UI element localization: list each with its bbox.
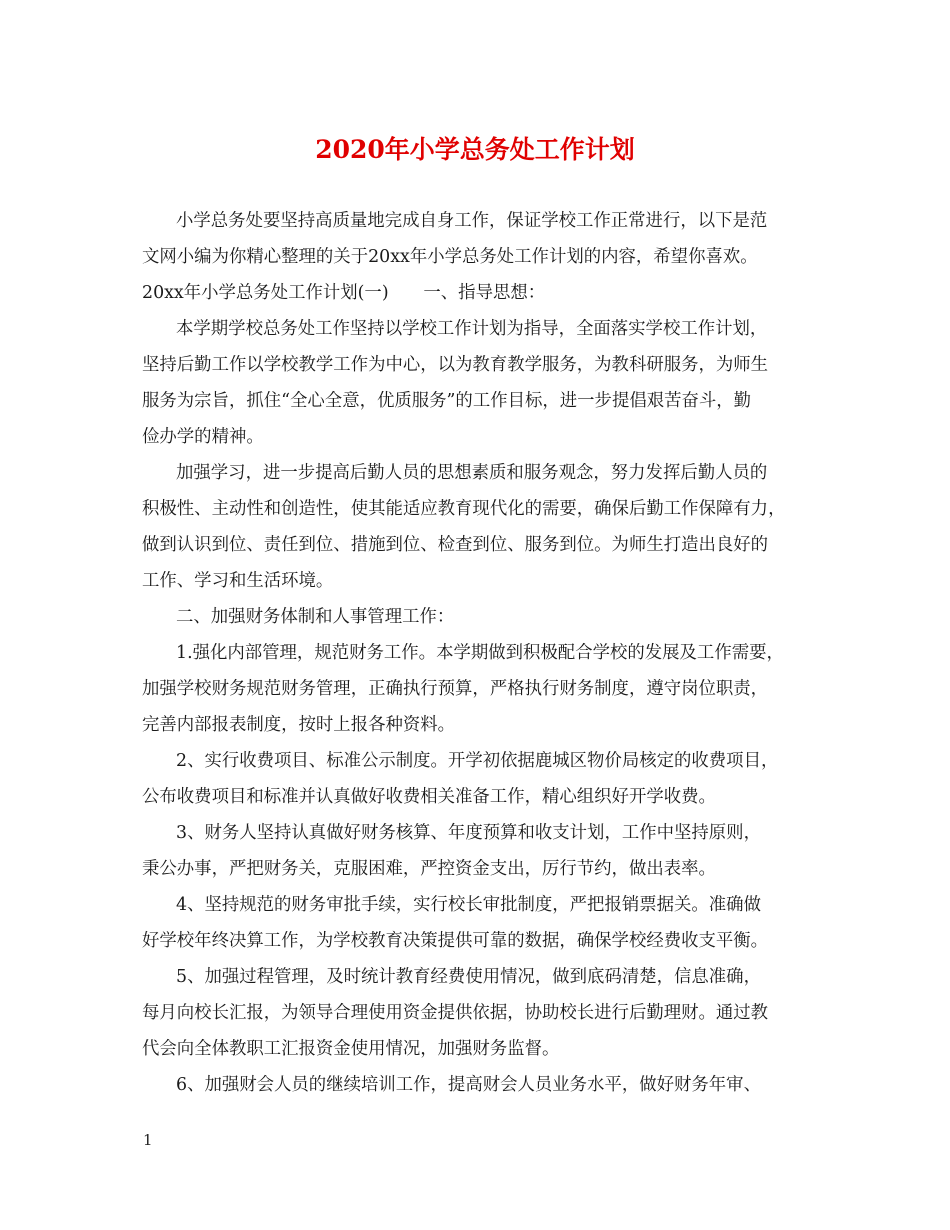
text-line: 加强学校财务规范财务管理，正确执行预算，严格执行财务制度，遵守岗位职责，	[142, 679, 769, 699]
text-line: 俭办学的精神。	[142, 427, 264, 447]
text-line: 做到认识到位、责任到位、措施到位、检查到位、服务到位。为师生打造出良好的	[142, 535, 769, 555]
text-line: 工作、学习和生活环境。	[142, 571, 334, 591]
text-line: 文网小编为你精心整理的关于20xx年小学总务处工作计划的内容，希望你喜欢。	[142, 247, 758, 267]
text-line: 5、加强过程管理，及时统计教育经费使用情况，做到底码清楚，信息准确，	[176, 967, 761, 987]
text-line: 2、实行收费项目、标准公示制度。开学初依据鹿城区物价局核定的收费项目，	[176, 751, 779, 771]
text-line: 代会向全体教职工汇报资金使用情况，加强财务监督。	[142, 1039, 560, 1059]
document-body	[142, 203, 814, 1103]
text-line: 好学校年终决算工作，为学校教育决策提供可靠的数据，确保学校经费收支平衡。	[142, 931, 769, 951]
text-line: 3、财务人坚持认真做好财务核算、年度预算和收支计划，工作中坚持原则，	[176, 823, 761, 843]
page-number: 1	[143, 1131, 153, 1149]
text-line: 每月向校长汇报，为领导合理使用资金提供依据，协助校长进行后勤理财。通过教	[142, 1003, 769, 1023]
text-line: 1.强化内部管理，规范财务工作。本学期做到积极配合学校的发展及工作需要，	[176, 643, 784, 663]
text-line: 二、加强财务体制和人事管理工作：	[176, 607, 455, 627]
text-line: 加强学习，进一步提高后勤人员的思想素质和服务观念，努力发挥后勤人员的	[176, 463, 768, 483]
document-title: 2020年小学总务处工作计划	[315, 135, 635, 164]
text-line: 本学期学校总务处工作坚持以学校工作计划为指导，全面落实学校工作计划，	[176, 319, 768, 339]
text-line: 服务为宗旨，抓住“全心全意，优质服务”的工作目标，进一步提倡艰苦奋斗，勤	[142, 391, 752, 411]
text-line: 4、坚持规范的财务审批手续，实行校长审批制度，严把报销票据关。准确做	[176, 895, 761, 915]
text-line: 小学总务处要坚持高质量地完成自身工作，保证学校工作正常进行，以下是范	[176, 211, 768, 231]
text-line: 6、加强财会人员的继续培训工作，提高财会人员业务水平，做好财务年审、	[176, 1075, 761, 1095]
text-line: 坚持后勤工作以学校教学工作为中心，以为教育教学服务，为教科研服务，为师生	[142, 355, 769, 375]
text-line: 公布收费项目和标准并认真做好收费相关准备工作，精心组织好开学收费。	[142, 787, 716, 807]
text-line: 20xx年小学总务处工作计划(一) 一、指导思想：	[142, 283, 546, 303]
text-line: 秉公办事，严把财务关，克服困难，严控资金支出，厉行节约，做出表率。	[142, 859, 716, 879]
text-line: 积极性、主动性和创造性，使其能适应教育现代化的需要，确保后勤工作保障有力，	[142, 499, 786, 519]
text-line: 完善内部报表制度，按时上报各种资料。	[142, 715, 456, 735]
